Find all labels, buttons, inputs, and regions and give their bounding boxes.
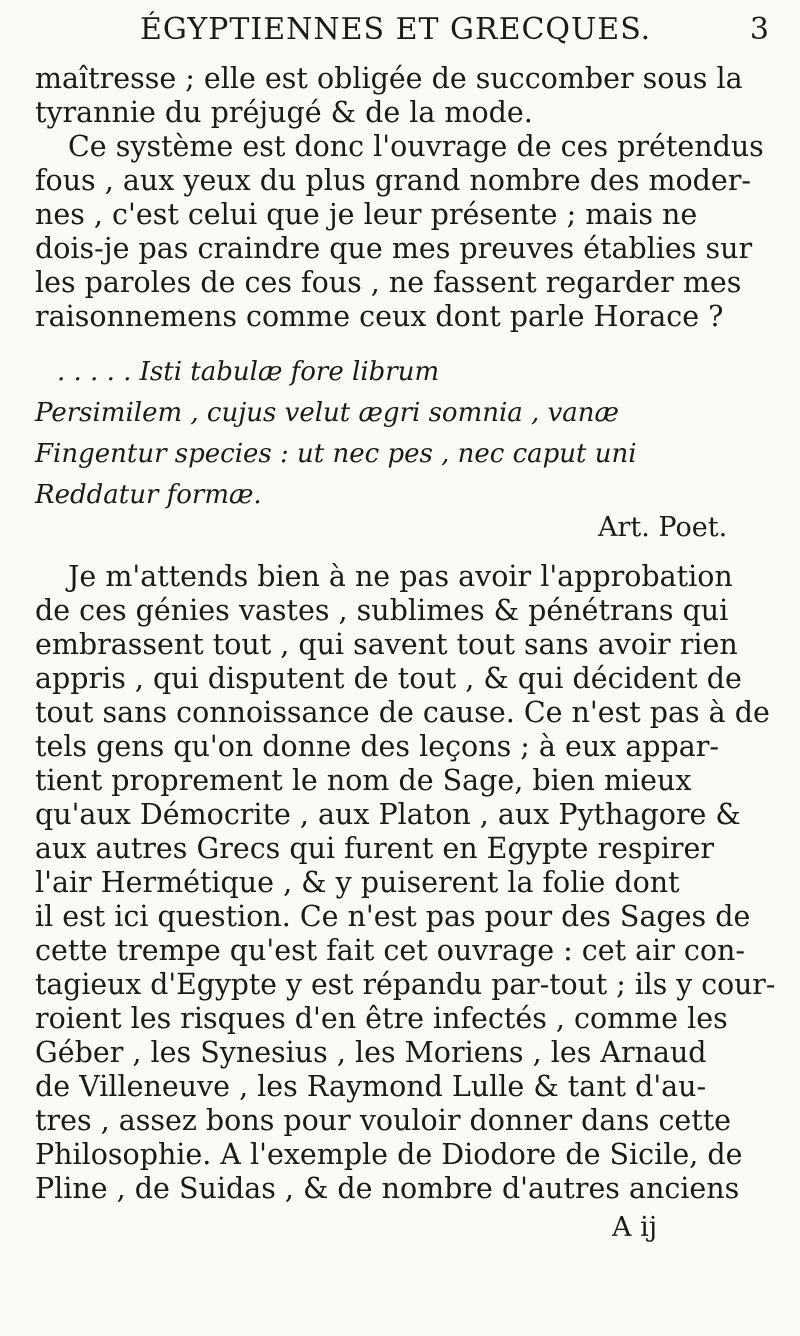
running-title: ÉGYPTIENNES ET GRECQUES. [140,12,652,47]
verse-line: Reddatur formæ. [35,480,262,510]
text-line: Ce système est donc l'ouvrage de ces prétendus [68,130,764,163]
text-line: tyrannie du préjugé & de la mode. [35,96,533,129]
text-line: tient proprement le nom de Sage, bien mieux [35,764,692,797]
signature-mark: A ij [612,1212,658,1243]
verse-attribution: Art. Poet. [598,512,728,543]
verse-line: . . . . . Isti tabulæ fore librum [57,357,440,387]
verse-line: Persimilem , cujus velut ægri somnia , vanæ [35,398,619,428]
running-header [140,12,780,56]
page-number: 3 [749,12,770,47]
verse-line: Fingentur species : ut nec pes , nec caput uni [35,439,637,469]
text-line: qu'aux Démocrite , aux Platon , aux Pythagore & [35,798,741,831]
text-line: les paroles de ces fous , ne fassent regarder mes [35,266,742,299]
text-line: raisonnemens comme ceux dont parle Horace ? [35,300,724,333]
text-line: roient les risques d'en être infectés , comme les [35,1002,728,1035]
text-line: l'air Hermétique , & y puiserent la folie dont [35,866,680,899]
text-line: aux autres Grecs qui furent en Egypte respirer [35,832,715,865]
text-line: tout sans connoissance de cause. Ce n'est pas à de [35,696,770,729]
text-line: Géber , les Synesius , les Moriens , les Arnaud [35,1036,707,1069]
text-line: il est ici question. Ce n'est pas pour des Sages de [35,900,751,933]
text-line: Je m'attends bien à ne pas avoir l'approbation [68,560,733,593]
text-line: embrassent tout , qui savent tout sans avoir rien [35,628,738,661]
text-line: nes , c'est celui que je leur présente ; mais ne [35,198,698,231]
text-line: appris , qui disputent de tout , & qui décident de [35,662,742,695]
text-line: maîtresse ; elle est obligée de succomber sous la [35,62,743,95]
text-line: de ces génies vastes , sublimes & pénétrans qui [35,594,729,627]
text-line: tres , assez bons pour vouloir donner dans cette [35,1104,732,1137]
text-line: Philosophie. A l'exemple de Diodore de Sicile, de [35,1138,743,1171]
text-line: tagieux d'Egypte y est répandu par-tout ; ils y cour- [35,968,776,1001]
text-line: cette trempe qu'est fait cet ouvrage : cet air con- [35,934,746,967]
text-line: dois-je pas craindre que mes preuves établies sur [35,232,753,265]
text-line: fous , aux yeux du plus grand nombre des moder- [35,164,752,197]
text-line: de Villeneuve , les Raymond Lulle & tant d'au- [35,1070,707,1103]
text-line: tels gens qu'on donne des leçons ; à eux appar- [35,730,720,763]
text-line: Pline , de Suidas , & de nombre d'autres anciens [35,1172,740,1205]
